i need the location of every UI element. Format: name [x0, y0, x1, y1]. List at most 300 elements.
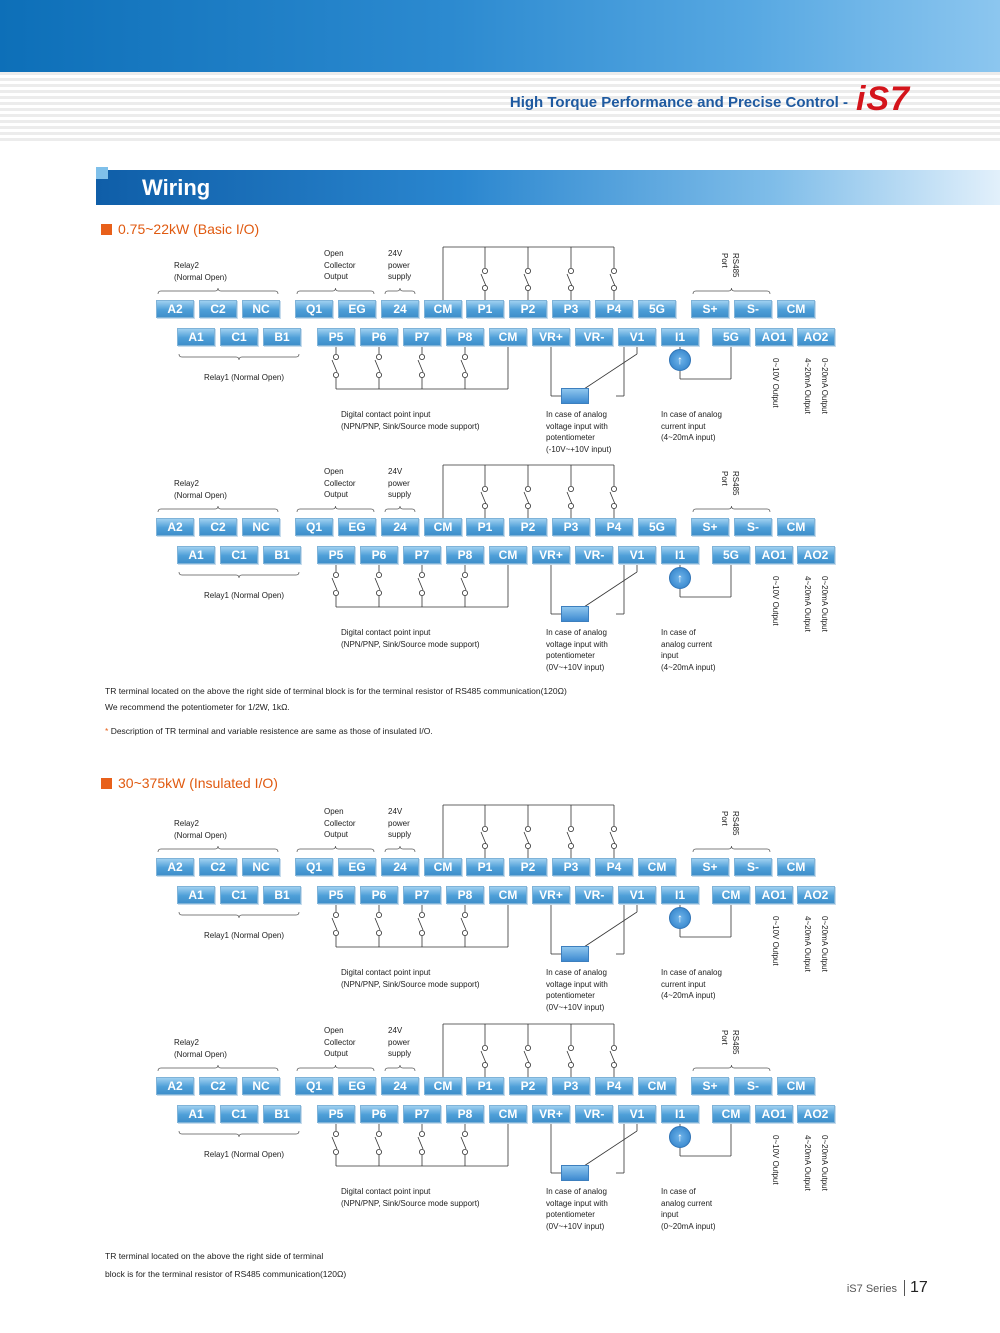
terminal: P2 [509, 1077, 547, 1095]
terminal: AO2 [797, 546, 835, 564]
switch-blade [481, 492, 486, 504]
switch-blade [461, 360, 466, 372]
supply-label: 24V power supply [388, 249, 412, 281]
supply-brace [385, 846, 415, 852]
terminal: CM [712, 1105, 750, 1123]
terminal: Q1 [295, 858, 333, 876]
relay2-label: Relay2 (Normal Open) [174, 819, 227, 840]
terminal: CM [712, 886, 750, 904]
rs485-brace [693, 1065, 770, 1071]
switch-blade [610, 1051, 615, 1063]
terminal: CM [777, 518, 815, 536]
terminal: P8 [446, 546, 484, 564]
wiper-wire [584, 1131, 637, 1166]
supply-brace [385, 506, 415, 512]
relay1-label: Relay1 (Normal Open) [204, 373, 285, 382]
switch-contact [376, 912, 381, 917]
current-source-icon: ↑ [669, 349, 691, 371]
terminal: I1 [661, 328, 699, 346]
header-tagline: High Torque Performance and Precise Control - [509, 94, 848, 111]
terminal: 5G [638, 518, 676, 536]
switch-blade [481, 274, 486, 286]
output-0-10v-label: 0~10V Output [771, 1135, 780, 1185]
analog-current-label: In case of analog current input (4~20mA input) [661, 628, 716, 672]
switch-contact [333, 372, 338, 377]
switch-contact [482, 826, 487, 831]
terminal: AO1 [755, 546, 793, 564]
switch-contact [376, 1149, 381, 1154]
terminal: P8 [446, 328, 484, 346]
section-heading-text: 0.75~22kW (Basic I/O) [118, 221, 260, 237]
terminal: A1 [177, 1105, 215, 1123]
terminal: P8 [446, 1105, 484, 1123]
switch-blade [524, 1051, 529, 1063]
terminal: S+ [691, 1077, 729, 1095]
potentiometer-icon [561, 1165, 589, 1181]
wiper-wire [584, 912, 637, 947]
terminal: P8 [446, 886, 484, 904]
supply-label: 24V power supply [388, 807, 412, 839]
switch-contact [462, 590, 467, 595]
terminal: V1 [618, 328, 656, 346]
header-band [0, 0, 1000, 72]
terminal: EG [338, 300, 376, 318]
terminal: Q1 [295, 1077, 333, 1095]
switch-contact [525, 503, 530, 508]
switch-contact [462, 572, 467, 577]
terminal: EG [338, 858, 376, 876]
digital-input-label: Digital contact point input (NPN/PNP, Sink/Source mode support) [341, 968, 480, 989]
switch-blade [461, 918, 466, 930]
terminal: EG [338, 1077, 376, 1095]
terminal: P2 [509, 858, 547, 876]
switch-contact [611, 826, 616, 831]
digital-input-label: Digital contact point input (NPN/PNP, Sink/Source mode support) [341, 628, 480, 649]
supply-brace [385, 288, 415, 294]
wiper-wire [584, 354, 637, 389]
terminal: AO2 [797, 1105, 835, 1123]
analog-voltage-label: In case of analog voltage input with potentiometer (0V~+10V input) [546, 628, 608, 672]
relay2-brace [158, 506, 278, 512]
switch-blade [567, 274, 572, 286]
switch-contact [482, 285, 487, 290]
switch-contact [525, 285, 530, 290]
terminal: P4 [595, 858, 633, 876]
relay2-brace [158, 288, 278, 294]
terminal: VR+ [532, 886, 570, 904]
switch-blade [524, 832, 529, 844]
open-collector-brace [297, 288, 374, 294]
terminal: B1 [263, 546, 301, 564]
brand-logo: iS7 [855, 80, 910, 118]
analog-current-label: In case of analog current input (4~20mA input) [661, 410, 722, 442]
terminal: VR+ [532, 328, 570, 346]
wiring-diagram [0, 1022, 1000, 1237]
switch-contact [568, 285, 573, 290]
switch-blade [461, 578, 466, 590]
switch-blade [610, 832, 615, 844]
header-stripes [0, 72, 1000, 142]
wiper-wire [584, 572, 637, 607]
terminal: P6 [360, 886, 398, 904]
terminal: P4 [595, 300, 633, 318]
terminal: A1 [177, 328, 215, 346]
switch-blade [418, 360, 423, 372]
switch-contact [525, 843, 530, 848]
terminal: P3 [552, 300, 590, 318]
footnote [105, 725, 433, 737]
relay2-brace [158, 1065, 278, 1071]
terminal: C1 [220, 1105, 258, 1123]
terminal: A2 [156, 300, 194, 318]
terminal: S+ [691, 300, 729, 318]
terminal: V1 [618, 546, 656, 564]
switch-contact [611, 1045, 616, 1050]
section-heading-text: 30~375kW (Insulated I/O) [118, 775, 278, 791]
relay1-label: Relay1 (Normal Open) [204, 931, 285, 940]
terminal: VR- [575, 886, 613, 904]
page-title: Wiring [142, 175, 211, 200]
terminal: C1 [220, 886, 258, 904]
relay2-brace [158, 846, 278, 852]
switch-contact [419, 572, 424, 577]
switch-contact [611, 503, 616, 508]
terminal: P3 [552, 1077, 590, 1095]
analog-voltage-label: In case of analog voltage input with potentiometer (0V~+10V input) [546, 968, 608, 1012]
section-heading-basic-io [101, 221, 259, 237]
switch-contact [333, 930, 338, 935]
switch-blade [332, 918, 337, 930]
note-line: TR terminal located on the above the right side of terminal block is for the terminal resistor of RS485 communication(120Ω) [105, 686, 567, 696]
terminal: P7 [403, 546, 441, 564]
terminal: P7 [403, 328, 441, 346]
terminal: NC [242, 858, 280, 876]
switch-blade [461, 1137, 466, 1149]
terminal: 5G [712, 328, 750, 346]
terminal: AO1 [755, 1105, 793, 1123]
wiring-lines [0, 803, 1000, 1018]
relay1-label: Relay1 (Normal Open) [204, 591, 285, 600]
rs485-label: RS485 Port [720, 471, 740, 496]
switch-contact [525, 486, 530, 491]
footnote-text: Description of TR terminal and variable resistence are same as those of insulated I/O. [110, 726, 433, 736]
terminal: P4 [595, 518, 633, 536]
terminal: CM [638, 858, 676, 876]
analog-voltage-label: In case of analog voltage input with potentiometer (0V~+10V input) [546, 1187, 608, 1231]
terminal: AO1 [755, 886, 793, 904]
terminal: VR- [575, 1105, 613, 1123]
rs485-brace [693, 506, 770, 512]
terminal: NC [242, 300, 280, 318]
terminal: A2 [156, 1077, 194, 1095]
terminal: V1 [618, 1105, 656, 1123]
terminal: A2 [156, 518, 194, 536]
open-collector-brace [297, 1065, 374, 1071]
terminal: 24 [381, 858, 419, 876]
switch-blade [524, 492, 529, 504]
switch-contact [525, 826, 530, 831]
footer-divider [904, 1280, 905, 1296]
switch-contact [419, 1149, 424, 1154]
terminal: P1 [466, 518, 504, 536]
terminal: P3 [552, 858, 590, 876]
digital-input-label: Digital contact point input (NPN/PNP, Sink/Source mode support) [341, 1187, 480, 1208]
terminal: I1 [661, 886, 699, 904]
switch-contact [333, 354, 338, 359]
terminal: CM [489, 886, 527, 904]
wiring-lines [0, 463, 1000, 678]
terminal: P3 [552, 518, 590, 536]
switch-contact [525, 1045, 530, 1050]
wiring-lines [0, 245, 1000, 460]
rs485-label: RS485 Port [720, 253, 740, 278]
terminal: A2 [156, 858, 194, 876]
switch-contact [333, 1131, 338, 1136]
switch-blade [332, 1137, 337, 1149]
switch-contact [611, 843, 616, 848]
switch-contact [419, 930, 424, 935]
open-collector-label: Open Collector Output [324, 249, 356, 281]
terminal: AO2 [797, 886, 835, 904]
terminal: AO1 [755, 328, 793, 346]
switch-contact [376, 1131, 381, 1136]
terminal: C1 [220, 546, 258, 564]
rs485-brace [693, 288, 770, 294]
wiring-lines [0, 1022, 1000, 1237]
switch-blade [418, 918, 423, 930]
terminal: 24 [381, 1077, 419, 1095]
switch-contact [568, 486, 573, 491]
relay1-brace [179, 572, 299, 578]
terminal: CM [638, 1077, 676, 1095]
analog-current-label: In case of analog current input (4~20mA input) [661, 968, 722, 1000]
switch-contact [462, 372, 467, 377]
supply-label: 24V power supply [388, 467, 412, 499]
switch-contact [419, 354, 424, 359]
switch-blade [375, 918, 380, 930]
note-line: We recommend the potentiometer for 1/2W, 1kΩ. [105, 702, 290, 712]
terminal: VR- [575, 328, 613, 346]
switch-blade [418, 1137, 423, 1149]
terminal: Q1 [295, 518, 333, 536]
terminal: S+ [691, 518, 729, 536]
open-collector-brace [297, 846, 374, 852]
switch-blade [418, 578, 423, 590]
potentiometer-icon [561, 388, 589, 404]
terminal: VR+ [532, 546, 570, 564]
wiring-diagram [0, 245, 1000, 460]
relay2-label: Relay2 (Normal Open) [174, 1038, 227, 1059]
switch-contact [482, 503, 487, 508]
terminal: CM [424, 518, 462, 536]
banner-square-icon [96, 167, 108, 179]
output-4-20ma-label: 4~20mA Output [803, 916, 812, 972]
open-collector-label: Open Collector Output [324, 467, 356, 499]
page-number: 17 [910, 1279, 928, 1296]
switch-contact [333, 572, 338, 577]
terminal: S- [734, 1077, 772, 1095]
switch-blade [332, 578, 337, 590]
terminal: C1 [220, 328, 258, 346]
terminal: Q1 [295, 300, 333, 318]
switch-contact [482, 1062, 487, 1067]
rs485-brace [693, 846, 770, 852]
terminal: P6 [360, 546, 398, 564]
open-collector-label: Open Collector Output [324, 1026, 356, 1058]
terminal: S- [734, 518, 772, 536]
switch-contact [462, 1131, 467, 1136]
supply-label: 24V power supply [388, 1026, 412, 1058]
switch-contact [568, 268, 573, 273]
terminal: VR+ [532, 1105, 570, 1123]
terminal: V1 [618, 886, 656, 904]
terminal: P4 [595, 1077, 633, 1095]
switch-contact [419, 372, 424, 377]
terminal: S+ [691, 858, 729, 876]
switch-contact [376, 930, 381, 935]
output-0-20ma-label: 0~20mA Output [820, 576, 829, 632]
switch-blade [375, 360, 380, 372]
footnote-star: * [105, 726, 109, 736]
terminal: CM [489, 546, 527, 564]
terminal: P1 [466, 300, 504, 318]
switch-contact [611, 268, 616, 273]
output-0-10v-label: 0~10V Output [771, 576, 780, 626]
switch-blade [524, 274, 529, 286]
switch-blade [481, 832, 486, 844]
terminal: P5 [317, 328, 355, 346]
rs485-label: RS485 Port [720, 1030, 740, 1055]
switch-contact [333, 1149, 338, 1154]
terminal: B1 [263, 1105, 301, 1123]
terminal: A1 [177, 546, 215, 564]
note-line: TR terminal located on the above the right side of terminal [105, 1251, 324, 1261]
relay2-label: Relay2 (Normal Open) [174, 261, 227, 282]
terminal: C2 [199, 300, 237, 318]
current-source-icon: ↑ [669, 567, 691, 589]
switch-contact [333, 912, 338, 917]
terminal: P2 [509, 518, 547, 536]
switch-blade [332, 360, 337, 372]
switch-contact [525, 1062, 530, 1067]
switch-contact [419, 912, 424, 917]
terminal: C2 [199, 858, 237, 876]
footer-series: iS7 Series [846, 1283, 897, 1295]
switch-contact [568, 503, 573, 508]
terminal: P6 [360, 1105, 398, 1123]
switch-contact [462, 930, 467, 935]
switch-contact [568, 843, 573, 848]
switch-contact [482, 1045, 487, 1050]
terminal: P5 [317, 546, 355, 564]
terminal: C2 [199, 1077, 237, 1095]
terminal: CM [489, 1105, 527, 1123]
output-0-20ma-label: 0~20mA Output [820, 916, 829, 972]
terminal: B1 [263, 328, 301, 346]
switch-blade [567, 1051, 572, 1063]
terminal: S- [734, 300, 772, 318]
analog-current-label: In case of analog current input (0~20mA input) [661, 1187, 716, 1231]
terminal: VR- [575, 546, 613, 564]
terminal: P5 [317, 1105, 355, 1123]
switch-blade [481, 1051, 486, 1063]
terminal: P6 [360, 328, 398, 346]
terminal: 24 [381, 518, 419, 536]
switch-contact [376, 354, 381, 359]
terminal: I1 [661, 546, 699, 564]
relay1-brace [179, 912, 299, 918]
terminal: P7 [403, 1105, 441, 1123]
switch-contact [611, 1062, 616, 1067]
terminal: C2 [199, 518, 237, 536]
output-0-10v-label: 0~10V Output [771, 916, 780, 966]
terminal: NC [242, 518, 280, 536]
output-4-20ma-label: 4~20mA Output [803, 358, 812, 414]
open-collector-brace [297, 506, 374, 512]
terminal: CM [777, 858, 815, 876]
terminal: I1 [661, 1105, 699, 1123]
output-0-20ma-label: 0~20mA Output [820, 358, 829, 414]
terminal: CM [424, 300, 462, 318]
orange-square-icon [101, 778, 112, 789]
supply-brace [385, 1065, 415, 1071]
terminal: CM [777, 1077, 815, 1095]
switch-contact [419, 590, 424, 595]
switch-contact [462, 1149, 467, 1154]
switch-contact [462, 912, 467, 917]
switch-contact [333, 590, 338, 595]
terminal: S- [734, 858, 772, 876]
switch-blade [610, 274, 615, 286]
relay1-label: Relay1 (Normal Open) [204, 1150, 285, 1159]
terminal: P7 [403, 886, 441, 904]
terminal: CM [777, 300, 815, 318]
rs485-label: RS485 Port [720, 811, 740, 836]
terminal: 5G [638, 300, 676, 318]
section-heading-insulated-io [101, 775, 278, 791]
switch-contact [568, 1045, 573, 1050]
terminal: CM [424, 1077, 462, 1095]
switch-contact [482, 268, 487, 273]
switch-contact [462, 354, 467, 359]
terminal: P1 [466, 1077, 504, 1095]
current-source-icon: ↑ [669, 907, 691, 929]
terminal: P5 [317, 886, 355, 904]
switch-contact [611, 285, 616, 290]
switch-blade [375, 578, 380, 590]
potentiometer-icon [561, 946, 589, 962]
terminal: P1 [466, 858, 504, 876]
switch-blade [610, 492, 615, 504]
terminal: CM [424, 858, 462, 876]
relay1-brace [179, 354, 299, 360]
switch-contact [376, 372, 381, 377]
open-collector-label: Open Collector Output [324, 807, 356, 839]
output-0-10v-label: 0~10V Output [771, 358, 780, 408]
terminal: B1 [263, 886, 301, 904]
wiring-diagram [0, 803, 1000, 1018]
terminal: NC [242, 1077, 280, 1095]
section-banner [96, 170, 1000, 205]
switch-contact [482, 843, 487, 848]
terminal: AO2 [797, 328, 835, 346]
output-4-20ma-label: 4~20mA Output [803, 1135, 812, 1191]
relay2-label: Relay2 (Normal Open) [174, 479, 227, 500]
wiring-diagram [0, 463, 1000, 678]
potentiometer-icon [561, 606, 589, 622]
switch-contact [376, 590, 381, 595]
switch-contact [611, 486, 616, 491]
